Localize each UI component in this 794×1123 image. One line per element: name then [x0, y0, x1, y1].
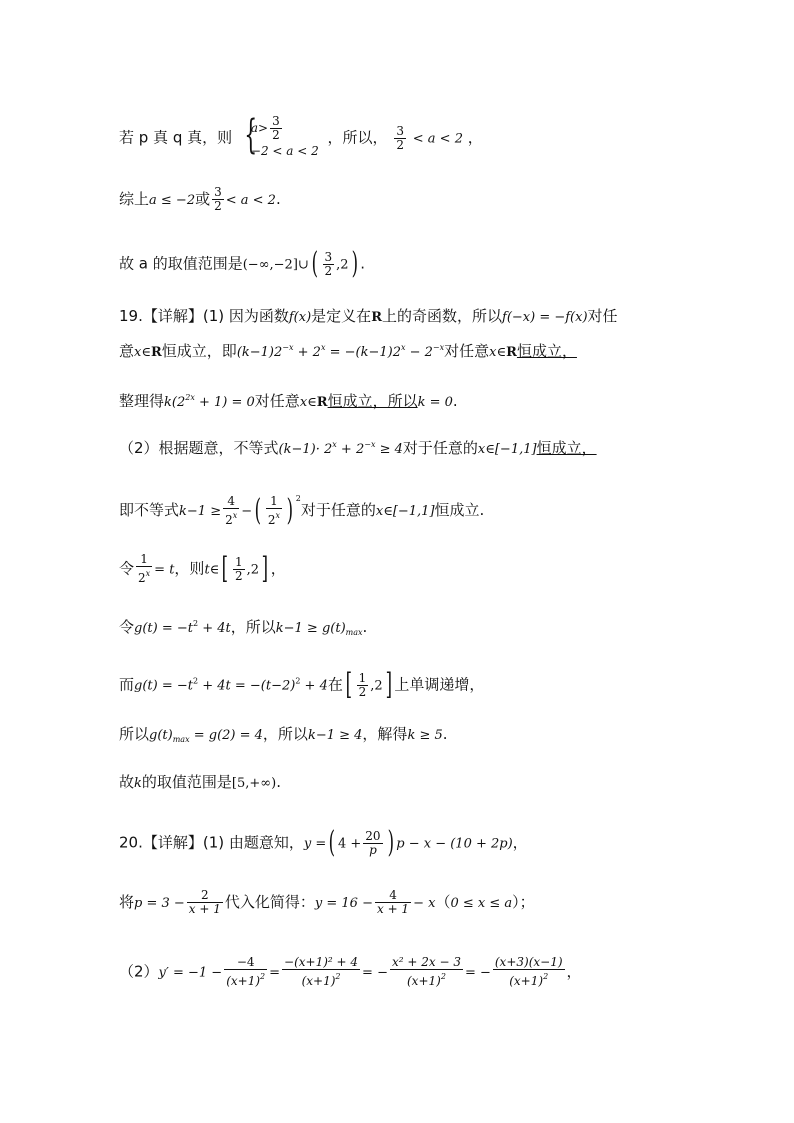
text: 或 — [195, 190, 211, 208]
text: ，解得 — [362, 725, 408, 743]
text: 恒成立，即 — [161, 342, 237, 360]
numerator: 3 — [272, 114, 280, 128]
text: （ — [435, 893, 451, 911]
denominator: 2 — [214, 199, 222, 213]
numerator: 1 — [235, 554, 243, 569]
text: 而 — [119, 675, 135, 694]
text-line-10 — [119, 614, 367, 643]
text: ， — [566, 962, 582, 981]
math: = −(k−1)2 — [325, 345, 401, 360]
math: (k−1)2 — [236, 345, 283, 360]
math: + 4t = −(t−2) — [198, 678, 296, 694]
math: k ≥ 5 — [407, 728, 443, 743]
text: 故 — [119, 773, 135, 791]
text: 故 a 的取值范围是 — [119, 254, 243, 273]
fraction — [323, 251, 335, 278]
exponent: 2 — [192, 619, 199, 628]
exponent: 2 — [335, 972, 341, 981]
text: . — [276, 773, 281, 791]
math: ≥ 4 — [375, 442, 403, 457]
exponent: −x — [282, 343, 294, 352]
numerator: 1 — [358, 670, 367, 685]
math: k = 0 — [417, 395, 453, 410]
exponent: 2x — [185, 393, 195, 402]
math: < a < 2 — [225, 193, 276, 208]
text-line-3 — [119, 246, 366, 281]
text: 恒成立， — [516, 342, 577, 360]
math: = − — [362, 965, 388, 981]
fraction — [233, 556, 245, 583]
text: 是定义在 — [311, 307, 372, 325]
fraction — [357, 672, 369, 699]
fraction — [224, 956, 267, 988]
fraction — [270, 115, 282, 142]
math: ,2 — [370, 678, 383, 694]
fraction — [187, 889, 223, 916]
math: a> — [250, 121, 269, 135]
base: 2 — [267, 512, 276, 527]
math: k−1 ≥ g(t) — [275, 621, 346, 636]
math: (−∞,−2]∪ — [242, 257, 309, 273]
text: 恒成立. — [434, 501, 485, 519]
exponent: x — [320, 343, 326, 352]
math: ,2 — [336, 257, 349, 273]
exponent: x — [145, 569, 151, 578]
fraction — [223, 495, 239, 527]
math: k — [134, 776, 142, 791]
math: −2 < a < 2 — [250, 144, 319, 158]
fraction — [136, 553, 152, 585]
math: + 4t — [198, 621, 231, 636]
math: + 4 — [300, 678, 328, 694]
math: R — [371, 310, 382, 325]
math: < a < 2 — [412, 131, 463, 147]
text: ，则 — [174, 559, 205, 578]
right-bracket: ] — [385, 667, 392, 702]
denominator: 2 — [396, 137, 404, 152]
exponent: 2 — [543, 972, 549, 981]
fraction — [266, 495, 282, 527]
math: = t — [154, 562, 175, 578]
exponent: 2 — [295, 676, 301, 686]
math: y = 16 − — [314, 896, 373, 911]
text: . — [360, 254, 366, 273]
right-paren: ) — [387, 825, 394, 860]
subscript: max — [345, 628, 363, 637]
math: − — [241, 504, 253, 519]
text: 对于任意的 — [402, 439, 478, 457]
text-line-1 — [119, 115, 483, 161]
text: 上的奇函数，所以 — [382, 307, 503, 325]
denominator — [493, 969, 565, 988]
text: 若 p 真 q 真，则 — [119, 128, 233, 147]
numerator: 3 — [214, 185, 222, 199]
math: g(t) = −t — [134, 621, 193, 636]
text-line-5 — [119, 338, 577, 363]
text: . — [442, 725, 448, 743]
right-bracket: ] — [261, 551, 269, 586]
exponent: 2 — [260, 972, 266, 981]
math: R — [506, 345, 517, 360]
left-paren: ( — [254, 492, 262, 528]
text: 即不等式 — [119, 501, 180, 519]
text: 对任 — [587, 307, 618, 325]
text: 代入化简得： — [224, 893, 315, 911]
subscript: max — [172, 735, 190, 744]
fraction — [282, 956, 360, 988]
denominator: 2 — [324, 263, 333, 278]
math: (k−1)· 2 — [278, 442, 333, 457]
numerator: x² + 2x − 3 — [391, 955, 461, 969]
base: (x+1) — [407, 974, 441, 988]
exponent: x — [232, 510, 238, 520]
math: + 2 — [336, 442, 365, 457]
math: R — [316, 395, 328, 410]
text-line-14 — [119, 825, 528, 860]
text: 上单调递增， — [394, 675, 485, 694]
text: 19.【详解】(1) 因为函数 — [119, 307, 289, 325]
text: 在 — [327, 675, 343, 694]
text-line-16 — [119, 956, 582, 988]
left-paren: ( — [311, 246, 318, 281]
text: ， — [467, 128, 483, 147]
fraction — [375, 889, 411, 916]
fraction — [493, 956, 565, 988]
text: （2）根据题意，不等式 — [119, 439, 279, 457]
math: x∈[−1,1] — [477, 442, 537, 457]
denominator — [390, 969, 463, 988]
math: 4 + — [337, 836, 362, 852]
math: 0 ≤ x ≤ a — [450, 896, 513, 911]
fraction — [394, 125, 406, 152]
numerator: 3 — [396, 123, 404, 138]
base: 2 — [225, 512, 233, 527]
text: ，所以 — [230, 618, 276, 636]
text: 20.【详解】(1) 由题意知， — [119, 833, 304, 852]
numerator: 2 — [201, 888, 209, 902]
text: ， — [270, 559, 286, 578]
exponent: 2 — [440, 972, 446, 981]
text-line-9 — [119, 553, 286, 585]
text: 恒成立，所以 — [327, 392, 418, 410]
numerator: −4 — [236, 955, 255, 969]
numerator: 1 — [270, 493, 278, 508]
math: = − — [464, 965, 491, 981]
math: [5,+∞) — [231, 776, 277, 791]
math: ,2 — [246, 562, 260, 578]
math: x∈ — [134, 345, 151, 360]
base: (x+1) — [226, 974, 261, 988]
math: − 2 — [405, 345, 433, 360]
fraction — [363, 830, 382, 857]
fraction — [212, 186, 224, 213]
math: x∈[−1,1] — [375, 504, 435, 519]
math: k(2 — [164, 395, 186, 410]
text: 的取值范围是 — [141, 773, 232, 791]
left-bracket: [ — [221, 551, 229, 586]
math: = — [269, 965, 281, 981]
denominator — [136, 566, 152, 585]
text: 意 — [119, 342, 135, 360]
exponent: 2 — [192, 676, 199, 686]
text: 所以 — [119, 725, 150, 743]
numerator: 3 — [324, 249, 333, 264]
exponent: x — [332, 440, 337, 449]
text: 令 — [119, 559, 135, 578]
math: t∈ — [204, 562, 220, 578]
math: p = 3 − — [134, 896, 185, 911]
denominator — [224, 969, 267, 988]
math: f(−x) = −f(x) — [502, 310, 588, 325]
text: . — [362, 618, 368, 636]
text: ，所以 — [262, 725, 308, 743]
numerator: (x+3)(x−1) — [494, 955, 563, 969]
text-line-8 — [119, 489, 484, 527]
denominator — [266, 508, 282, 527]
text-line-4 — [119, 306, 618, 328]
text-line-15 — [119, 889, 535, 916]
numerator: 4 — [227, 493, 235, 508]
right-paren: ) — [286, 492, 294, 528]
text: （2） — [119, 962, 159, 981]
math: y′ = −1 − — [158, 965, 223, 981]
text: 将 — [119, 893, 135, 911]
text-line-12 — [119, 724, 448, 750]
base: (x+1) — [509, 974, 544, 988]
text-line-2 — [119, 186, 281, 213]
denominator — [223, 508, 239, 527]
exponent: 2 — [295, 494, 301, 503]
math: R — [150, 345, 162, 360]
denominator: x + 1 — [188, 902, 221, 916]
numerator: −(x+1)² + 4 — [284, 955, 359, 969]
exponent: x — [400, 343, 406, 352]
left-paren: ( — [328, 825, 336, 860]
math: x∈ — [299, 395, 317, 410]
text: ， — [512, 833, 528, 852]
text: . — [275, 190, 281, 208]
text-line-13 — [119, 772, 281, 794]
math: − x — [413, 896, 436, 911]
denominator: 2 — [235, 568, 243, 583]
exponent: −x — [432, 343, 445, 352]
math: + 1) = 0 — [194, 395, 255, 410]
fraction — [390, 956, 463, 988]
text: . — [452, 392, 458, 410]
math: = g(2) = 4 — [189, 728, 263, 743]
text: 整理得 — [119, 392, 165, 410]
text-line-11 — [119, 667, 485, 702]
math: a ≤ −2 — [149, 193, 196, 208]
math: y = — [303, 836, 327, 852]
numerator: 4 — [389, 888, 397, 902]
denominator: 2 — [358, 684, 367, 699]
base: 2 — [138, 571, 146, 585]
text: 对任意 — [254, 392, 300, 410]
math: p − x − (10 + 2p) — [396, 836, 513, 852]
text: 令 — [119, 618, 135, 636]
text: 对于任意的 — [300, 501, 376, 519]
text: ）； — [512, 893, 535, 911]
text: ，所以， — [327, 128, 388, 147]
math: f(x) — [288, 310, 312, 325]
math: x∈ — [489, 345, 507, 360]
text: 综上 — [119, 190, 150, 208]
math: g(t) = −t — [134, 678, 193, 694]
right-paren: ) — [351, 246, 358, 281]
base: (x+1) — [301, 974, 336, 988]
exponent: x — [275, 510, 281, 520]
text-line-6 — [119, 388, 458, 413]
text: 恒成立， — [536, 439, 597, 457]
denominator: 2 — [272, 128, 280, 142]
text-line-7 — [119, 435, 597, 460]
exponent: −x — [364, 440, 376, 449]
numerator: 20 — [365, 828, 381, 843]
denominator — [282, 969, 360, 988]
numerator: 1 — [140, 552, 148, 566]
math: + 2 — [293, 345, 321, 360]
denominator: p — [363, 843, 382, 857]
left-bracket: [ — [345, 667, 352, 702]
math: g(t) — [149, 728, 173, 743]
denominator: x + 1 — [376, 902, 410, 916]
math: k−1 ≥ — [179, 504, 222, 519]
equation-system — [241, 115, 319, 161]
text: 对任意 — [444, 342, 490, 360]
math: k−1 ≥ 4 — [307, 728, 363, 743]
